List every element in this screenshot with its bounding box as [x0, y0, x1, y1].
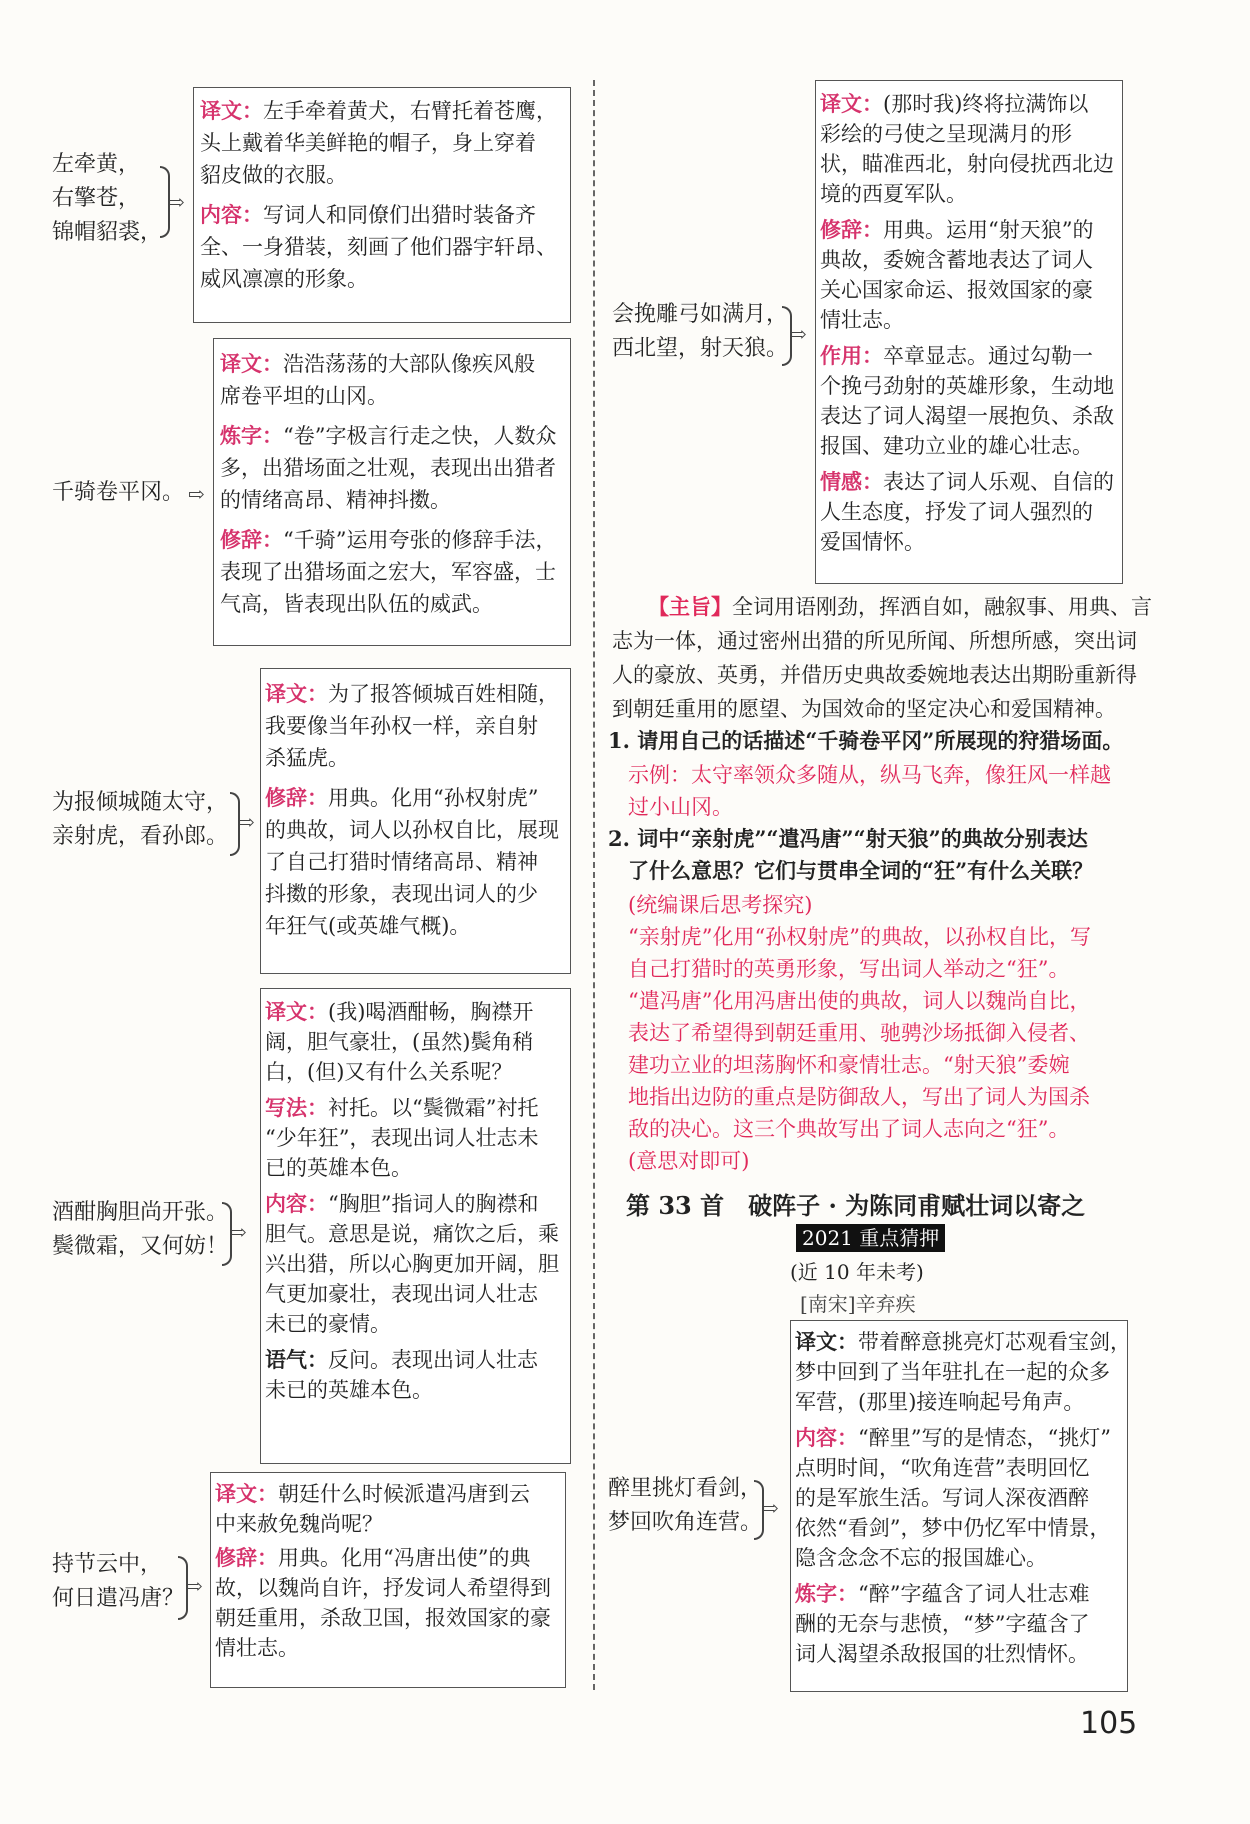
note-text: 彩绘的弓使之呈现满月的形 [820, 122, 1072, 146]
note-text: 浩浩荡荡的大部队像疾风般 [283, 352, 535, 376]
verse-7 [608, 1472, 762, 1540]
note-text: 反问。表现出词人壮志 [328, 1348, 538, 1372]
theme-text: 人的豪放、英勇，并借历史典故委婉地表达出期盼重新得 [612, 663, 1137, 687]
verse-line: 酒酣胸胆尚开张。 [52, 1200, 229, 1225]
note-text: 气高，皆表现出队伍的威武。 [220, 592, 493, 616]
note-box-5 [210, 1472, 566, 1688]
question-text: 了什么意思？它们与贯串全词的“狂”有什么关联？ [628, 858, 1094, 883]
note-text: 报国、建功立业的雄心壮志。 [820, 434, 1093, 458]
answer-text: 建功立业的坦荡胸怀和豪情壮志。“射天狼”委婉 [628, 1053, 1070, 1077]
note-label: 内容： [265, 1191, 328, 1216]
note-text: 隐含念念不忘的报国雄心。 [795, 1546, 1047, 1570]
answer-text: 敌的决心。这三个典故写出了词人志向之“狂”。 [628, 1117, 1070, 1141]
note-text: 威风凛凛的形象。 [200, 267, 368, 291]
note-label: 内容： [200, 202, 263, 227]
note-text: 词人渴望杀敌报国的壮烈情怀。 [795, 1642, 1089, 1666]
note-box-3 [260, 668, 571, 974]
note-text: 状，瞄准西北，射向侵扰西北边 [820, 152, 1114, 176]
note-text: 了自己打猎时情绪高昂、精神 [265, 850, 538, 874]
arrow-right-icon: ⇨ [790, 322, 807, 346]
verse-line: 醉里挑灯看剑， [608, 1476, 763, 1501]
note-text: 貂皮做的衣服。 [200, 163, 347, 187]
theme-text: 到朝廷重用的愿望、为国效命的坚定决心和爱国精神。 [612, 697, 1116, 721]
note-label: 内容： [795, 1425, 858, 1450]
note-label: 炼字： [795, 1581, 858, 1606]
note-text: 朝廷什么时候派遣冯唐到云 [278, 1482, 530, 1506]
note-box-1 [193, 87, 571, 323]
note-text: 兴出猎，所以心胸更加开阔，胆 [265, 1252, 559, 1276]
note-text: 境的西夏军队。 [820, 182, 967, 206]
note-text: 表达了词人渴望一展抱负、杀敌 [820, 404, 1114, 428]
note-label: 作用： [820, 343, 883, 368]
note-text: 未已的英雄本色。 [265, 1378, 433, 1402]
note-text: 用典。化用“孙权射虎” [328, 786, 539, 810]
note-text: 写词人和同僚们出猎时装备齐 [263, 203, 536, 227]
verse-line: 为报倾城随太守， [52, 790, 229, 815]
note-text: 未已的豪情。 [265, 1312, 391, 1336]
note-text: “千骑”运用夸张的修辞手法， [283, 528, 557, 552]
note-text: 依然“看剑”，梦中仍忆军中情景， [795, 1516, 1111, 1540]
note-text: (我)喝酒酣畅，胸襟开 [328, 1000, 534, 1024]
note-text: 用典。化用“冯唐出使”的典 [278, 1546, 531, 1570]
note-text: 的典故，词人以孙权自比，展现 [265, 818, 559, 842]
theme-text: 全词用语刚劲，挥洒自如，融叙事、用典、言 [732, 595, 1152, 619]
note-text: “醉”字蕴含了词人壮志难 [858, 1582, 1090, 1606]
note-box-7 [790, 1320, 1131, 1692]
theme-label: 【主旨】 [648, 594, 732, 619]
key-prediction-tag: 2021 重点猜押 [796, 1224, 945, 1252]
verse-2 [52, 476, 184, 510]
note-text: 卒章显志。通过勾勒一 [883, 344, 1093, 368]
note-label: 情感： [820, 469, 883, 494]
column-divider [593, 80, 595, 1690]
verse-line: 千骑卷平冈。 [52, 480, 185, 505]
answer-text: (意思对即可) [628, 1149, 750, 1173]
note-text: 衬托。以“鬓微霜”衬托 [328, 1096, 539, 1120]
note-text: 杀猛虎。 [265, 746, 349, 770]
note-text: 全、一身猎装，刻画了他们器宇轩昂、 [200, 235, 557, 259]
note-text: 头上戴着华美鲜艳的帽子，身上穿着 [200, 131, 536, 155]
question-text: 2. 词中“亲射虎”“遣冯唐”“射天狼”的典故分别表达 [608, 826, 1088, 851]
verse-line: 何日遣冯唐？ [52, 1586, 185, 1611]
note-label: 语气： [265, 1347, 328, 1372]
answer-text: “亲射虎”化用“孙权射虎”的典故，以孙权自比，写 [628, 925, 1091, 949]
note-label: 译文： [200, 98, 263, 123]
note-text: 年狂气(或英雄气概)。 [265, 914, 471, 938]
note-text: (那时我)终将拉满饰以 [883, 92, 1089, 116]
poem-title: 第 33 首 破阵子 · 为陈同甫赋壮词以寄之 [626, 1191, 1086, 1220]
arrow-right-icon: ⇨ [230, 1220, 247, 1244]
note-text: 胆气。意思是说，痛饮之后，乘 [265, 1222, 559, 1246]
note-label: 译文： [795, 1329, 858, 1354]
note-text: 席卷平坦的山冈。 [220, 384, 388, 408]
note-label: 译文： [265, 999, 328, 1024]
arrow-right-icon: ⇨ [762, 1496, 779, 1520]
answer-text: 示例：太守率领众多随从，纵马飞奔，像狂风一样越 [628, 763, 1111, 787]
arrow-right-icon: ⇨ [168, 190, 185, 214]
note-text: 白，(但)又有什么关系呢？ [265, 1060, 513, 1084]
note-label: 写法： [265, 1095, 328, 1120]
note-text: “少年狂”，表现出词人壮志未 [265, 1126, 539, 1150]
arrow-right-icon: ⇨ [186, 1574, 203, 1598]
note-text: 左手牵着黄犬，右臂托着苍鹰， [263, 99, 557, 123]
note-text: 军营，(那里)接连响起号角声。 [795, 1390, 1085, 1414]
note-label: 修辞： [820, 217, 883, 242]
note-text: 我要像当年孙权一样，亲自射 [265, 714, 538, 738]
note-label: 译文： [215, 1481, 278, 1506]
note-text: 的是军旅生活。写词人深夜酒醉 [795, 1486, 1089, 1510]
verse-3 [52, 786, 228, 854]
note-text: 爱国情怀。 [820, 530, 925, 554]
note-text: 中来赦免魏尚呢？ [215, 1512, 383, 1536]
answer-text: (统编课后思考探究) [628, 893, 813, 917]
note-text: “胸胆”指词人的胸襟和 [328, 1192, 539, 1216]
note-label: 译文： [220, 351, 283, 376]
note-label: 修辞： [265, 785, 328, 810]
note-text: 用典。运用“射天狼”的 [883, 218, 1094, 242]
answer-text: 自己打猎时的英勇形象，写出词人举动之“狂”。 [628, 957, 1070, 981]
note-label: 修辞： [215, 1545, 278, 1570]
verse-6 [612, 298, 788, 366]
answer-text: “遣冯唐”化用冯唐出使的典故，词人以魏尚自比， [628, 989, 1091, 1013]
verse-line: 左牵黄， [52, 152, 141, 177]
note-text: 表现了出猎场面之宏大，军容盛，士 [220, 560, 556, 584]
note-text: 情壮志。 [215, 1636, 299, 1660]
answer-text: 地指出边防的重点是防御敌人，写出了词人为国杀 [628, 1085, 1090, 1109]
note-box-6 [815, 80, 1123, 584]
note-text: 人生态度，抒发了词人强烈的 [820, 500, 1093, 524]
theme-text: 志为一体，通过密州出猎的所见所闻、所想所感，突出词 [612, 629, 1137, 653]
note-text: 的情绪高昂、精神抖擞。 [220, 488, 451, 512]
note-text: 气更加豪壮，表现出词人壮志 [265, 1282, 538, 1306]
note-text: 为了报答倾城百姓相随， [328, 682, 559, 706]
note-text: 故，以魏尚自许，抒发词人希望得到 [215, 1576, 551, 1600]
note-text: 表达了词人乐观、自信的 [883, 470, 1114, 494]
answer-text: 过小山冈。 [628, 795, 733, 819]
note-box-2 [213, 338, 571, 646]
note-text: 多，出猎场面之壮观，表现出出猎者 [220, 456, 556, 480]
page-number: 105 [1080, 1706, 1138, 1741]
exam-note: (近 10 年未考) [790, 1260, 924, 1284]
verse-line: 亲射虎，看孙郎。 [52, 824, 229, 849]
verse-1 [52, 148, 162, 250]
note-text: 朝廷重用，杀敌卫国，报效国家的豪 [215, 1606, 551, 1630]
note-text: 带着醉意挑亮灯芯观看宝剑， [858, 1330, 1131, 1354]
note-text: 点明时间，“吹角连营”表明回忆 [795, 1456, 1090, 1480]
note-text: 梦中回到了当年驻扎在一起的众多 [795, 1360, 1110, 1384]
note-text: 酬的无奈与悲愤，“梦”字蕴含了 [795, 1612, 1090, 1636]
verse-line: 锦帽貂裘， [52, 220, 163, 245]
note-text: 情壮志。 [820, 308, 904, 332]
note-label: 修辞： [220, 527, 283, 552]
question-text: 1. 请用自己的话描述“千骑卷平冈”所展现的狩猎场面。 [608, 728, 1124, 753]
verse-line: 鬓微霜，又何妨！ [52, 1234, 229, 1259]
note-text: 典故，委婉含蓄地表达了词人 [820, 248, 1093, 272]
note-text: 关心国家命运、报效国家的豪 [820, 278, 1093, 302]
verse-5 [52, 1548, 184, 1616]
verse-line: 右擎苍， [52, 186, 141, 211]
note-box-4 [260, 988, 571, 1464]
note-label: 炼字： [220, 423, 283, 448]
arrow-right-icon: ⇨ [238, 810, 255, 834]
verse-line: 西北望，射天狼。 [612, 336, 789, 361]
verse-line: 持节云中， [52, 1552, 163, 1577]
answer-text: 表达了希望得到朝廷重用、驰骋沙场抵御入侵者、 [628, 1021, 1090, 1045]
note-text: 抖擞的形象，表现出词人的少 [265, 882, 538, 906]
note-text: “醉里”写的是情态，“挑灯” [858, 1426, 1111, 1450]
note-text: “卷”字极言行走之快，人数众 [283, 424, 557, 448]
note-label: 译文： [265, 681, 328, 706]
author: [南宋]辛弃疾 [800, 1292, 916, 1316]
verse-4 [52, 1196, 228, 1264]
note-label: 译文： [820, 91, 883, 116]
note-text: 阔，胆气豪壮，(虽然)鬓角稍 [265, 1030, 534, 1054]
note-text: 已的英雄本色。 [265, 1156, 412, 1180]
note-text: 个挽弓劲射的英雄形象，生动地 [820, 374, 1114, 398]
verse-line: 梦回吹角连营。 [608, 1510, 763, 1535]
arrow-right-icon: ⇨ [188, 482, 205, 506]
verse-line: 会挽雕弓如满月， [612, 302, 789, 327]
